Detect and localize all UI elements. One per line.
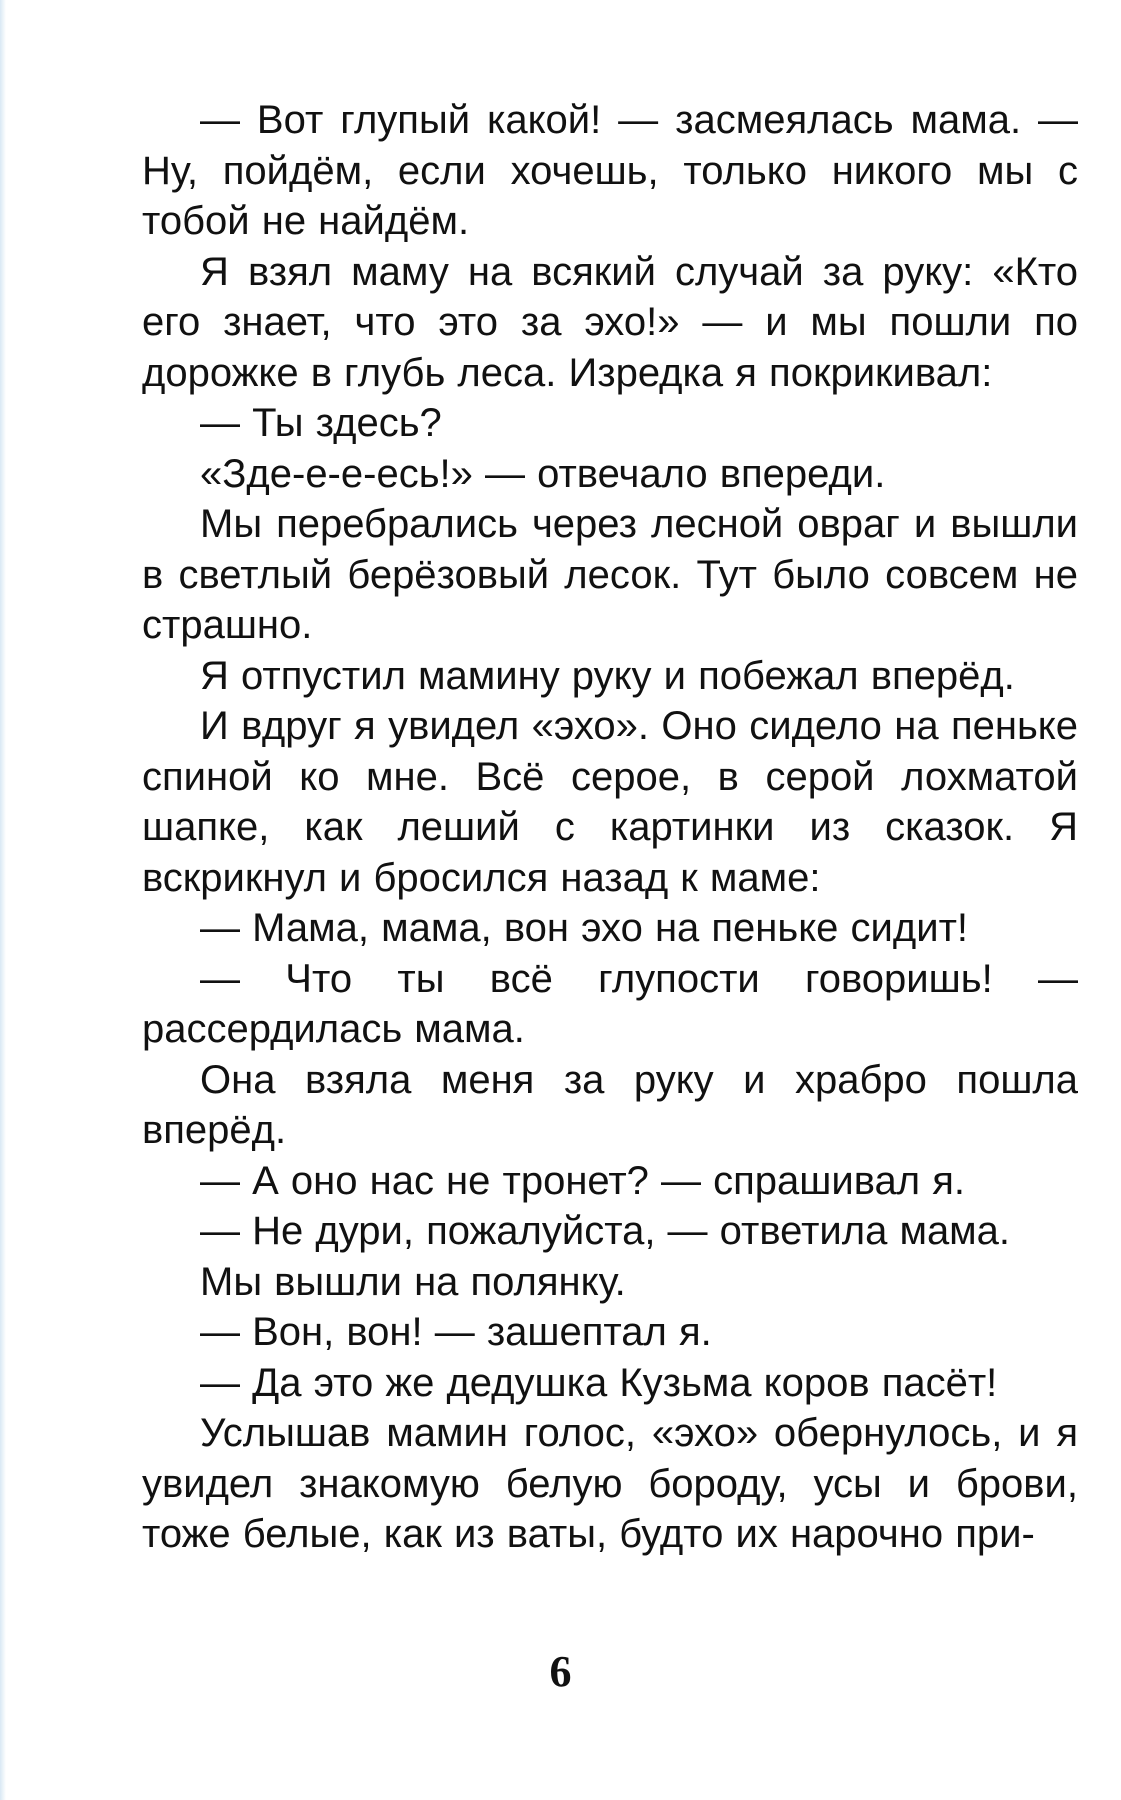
page-edge-shadow (0, 0, 6, 1800)
paragraph-3: — Ты здесь? (200, 401, 442, 445)
paragraph-15: — Да это же дедушка Кузьма коров пасёт! (200, 1360, 998, 1405)
paragraph-1: — Вот глупый какой! — засмеялась мама. — Ну, пойдём, если хочешь, только никого мы с тобой не найдём. (142, 98, 1078, 243)
paragraph-13: Мы вышли на полянку. (200, 1259, 626, 1304)
paragraph-4: «Зде-е-е-есь!» — отвечало впереди. (200, 451, 886, 496)
paragraph-10: Она взяла меня за руку и храбро пошла вперёд. (142, 1057, 1078, 1152)
page-number: 6 (549, 1647, 572, 1696)
paragraph-11: — А оно нас не тронет? — спрашивал я. (200, 1158, 965, 1203)
paragraph-6: Я отпустил мамину руку и побежал вперёд. (200, 653, 1015, 698)
paragraph-14: — Вон, вон! — зашептал я. (200, 1310, 712, 1354)
paragraph-7: И вдруг я увидел «эхо». Оно сидело на пеньке спиной ко мне. Всё серое, в серой лохматой шапке, как леший с картинки из сказок. Я вскрикнул и бросился назад к маме: (142, 704, 1078, 900)
paragraph-8: — Мама, мама, вон эхо на пеньке сидит! (200, 906, 968, 950)
paragraph-9: — Что ты всё глупости говоришь! — рассердилась мама. (142, 956, 1078, 1051)
paragraph-5: Мы перебрались через лесной овраг и вышли в светлый берёзовый лесок. Тут было совсем не страшно. (142, 502, 1078, 647)
paragraph-16: Услышав мамин голос, «эхо» обернулось, и я увидел знакомую белую бороду, усы и брови, тоже белые, как из ваты, будто их нарочно при- (142, 1411, 1078, 1556)
paragraph-2: Я взял маму на всякий случай за руку: «Кто его знает, что это за эхо!» — и мы пошли по дорожке в глубь леса. Изредка я покрикивал: (142, 249, 1078, 395)
paragraph-12: — Не дури, пожалуйста, — ответила мама. (200, 1209, 1011, 1253)
book-page-text (142, 95, 1078, 1560)
